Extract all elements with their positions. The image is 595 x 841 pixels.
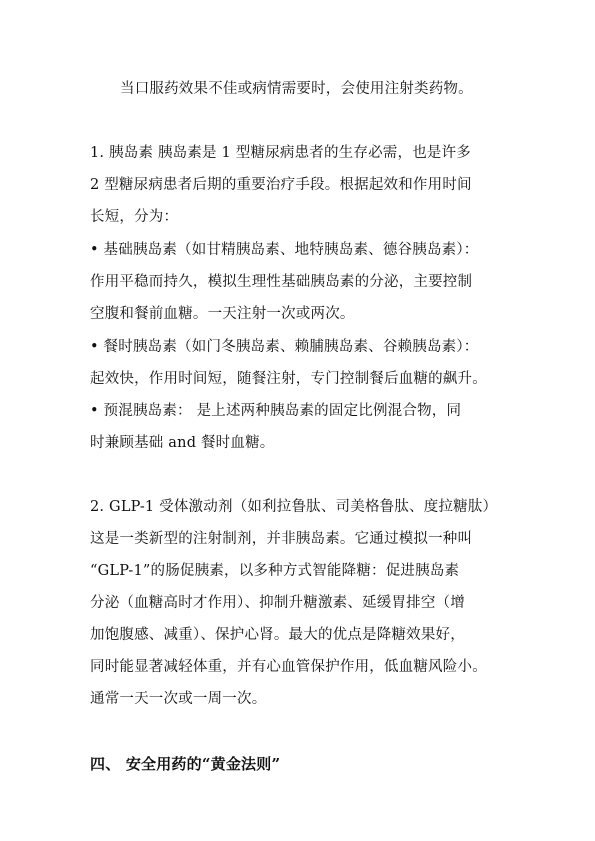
intro-paragraph: 当口服药效果不佳或病情需要时，会使用注射类药物。 — [120, 81, 473, 97]
glp1-section-line-6: 同时能显著减轻体重，并有心血管保护作用，低血糖风险小。 — [90, 659, 487, 675]
glp1-section-line-4: 分泌（血糖高时才作用）、抑制升糖激素、延缓胃排空（增 — [90, 595, 465, 611]
glp1-section-line-1: 2. GLP-1 受体激动剂（如利拉鲁肽、司美格鲁肽、度拉糖肽） — [90, 499, 498, 515]
mealtime-insulin-line-2: 起效快，作用时间短，随餐注射，专门控制餐后血糖的飙升。 — [90, 371, 487, 387]
premixed-insulin-line-2: 时兼顾基础 and 餐时血糖。 — [90, 435, 275, 451]
glp1-section-line-2: 这是一类新型的注射制剂，并非胰岛素。它通过模拟一种叫 — [90, 531, 473, 547]
basal-insulin-line-2: 作用平稳而持久，模拟生理性基础胰岛素的分泌，主要控制 — [90, 274, 473, 290]
insulin-section-line-2: 2 型糖尿病患者后期的重要治疗手段。根据起效和作用时间 — [90, 177, 472, 193]
glp1-section-line-7: 通常一天一次或一周一次。 — [90, 691, 267, 707]
bullet-basal-insulin: • 基础胰岛素（如甘精胰岛素、地特胰岛素、德谷胰岛素）： — [90, 242, 479, 258]
glp1-section-line-5: 加饱腹感、减重）、保护心肾。最大的优点是降糖效果好， — [90, 627, 465, 643]
insulin-section-line-1: 1. 胰岛素 胰岛素是 1 型糖尿病患者的生存必需，也是许多 — [90, 145, 471, 161]
glp1-section-line-3: “GLP-1”的肠促胰素，以多种方式智能降糖：促进胰岛素 — [90, 563, 460, 579]
basal-insulin-line-3: 空腹和餐前血糖。一天注射一次或两次。 — [90, 306, 355, 322]
bullet-premixed-insulin: • 预混胰岛素： 是上述两种胰岛素的固定比例混合物，同 — [90, 403, 462, 419]
insulin-section-line-3: 长短，分为： — [90, 209, 179, 225]
section-heading-golden-rules: 四、 安全用药的“黄金法则” — [90, 755, 281, 773]
bullet-mealtime-insulin: • 餐时胰岛素（如门冬胰岛素、赖脯胰岛素、谷赖胰岛素）： — [90, 339, 479, 355]
